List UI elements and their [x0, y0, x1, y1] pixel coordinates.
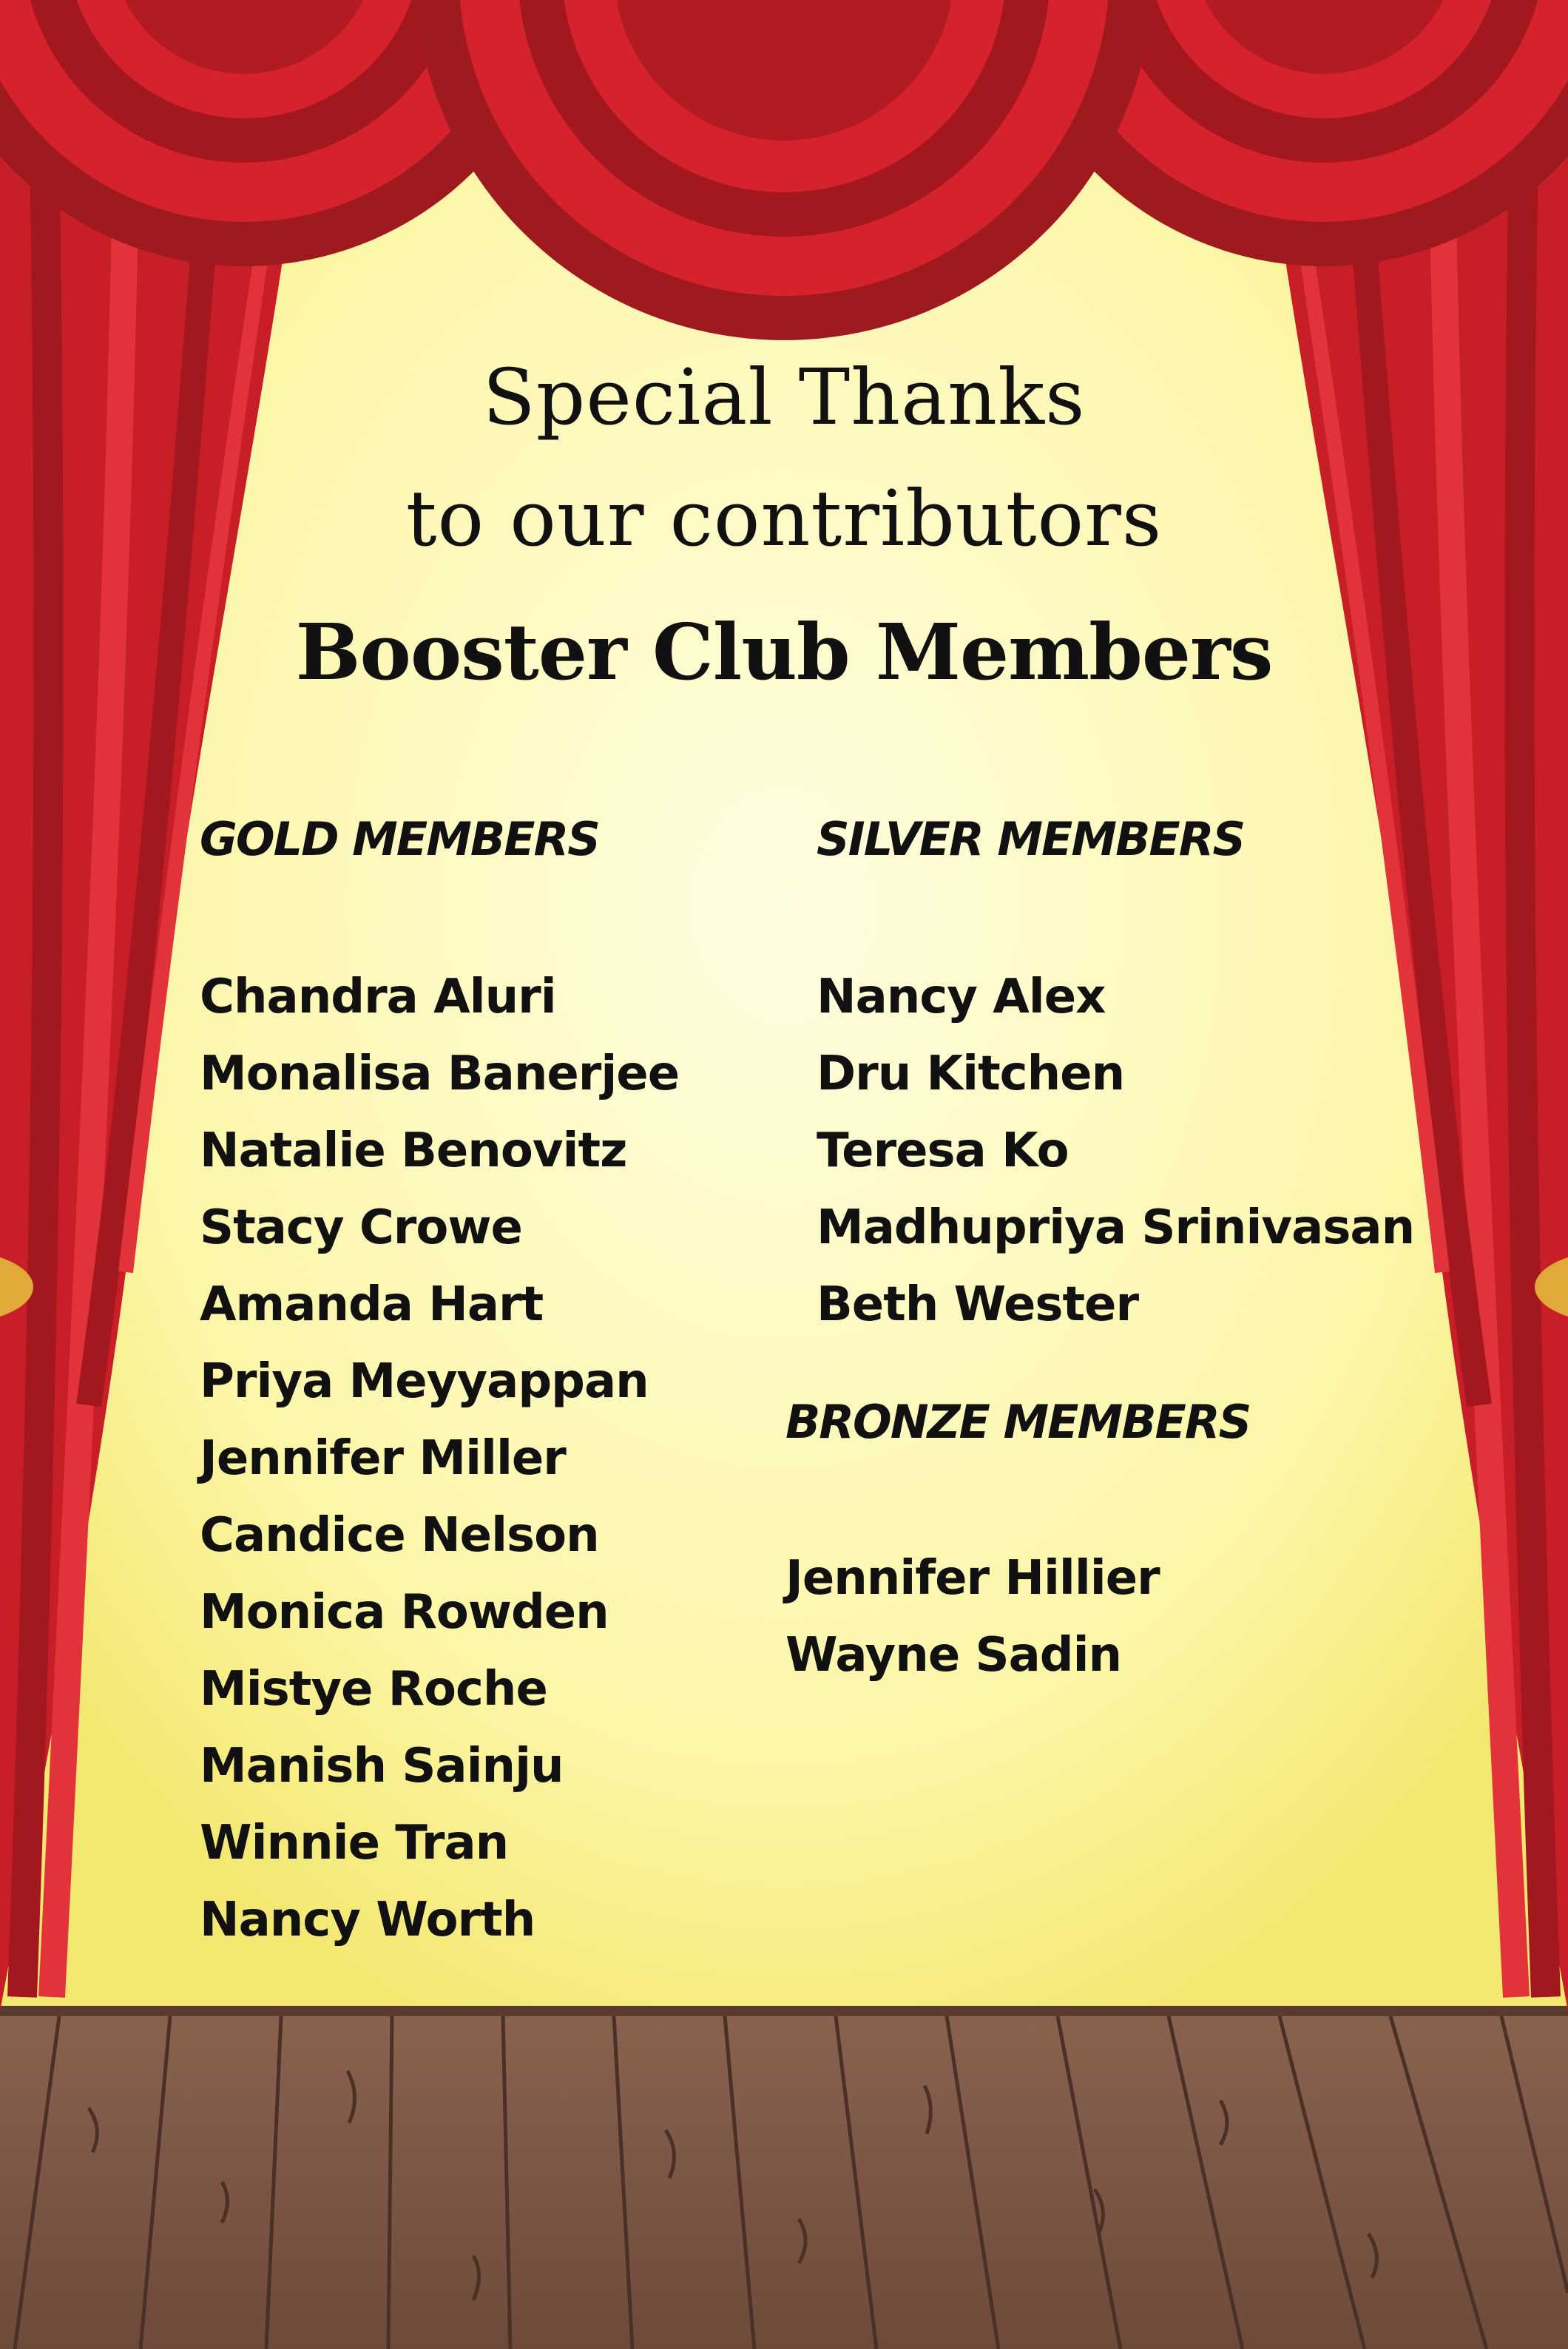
- gold-member: Natalie Benovitz: [200, 1123, 627, 1178]
- silver-member: Nancy Alex: [817, 970, 1106, 1024]
- gold-member: Monica Rowden: [200, 1585, 609, 1640]
- gold-member: Amanda Hart: [200, 1277, 544, 1332]
- gold-member: Stacy Crowe: [200, 1200, 522, 1255]
- gold-member: Jennifer Miller: [200, 1431, 566, 1486]
- wooden-floor: [0, 2006, 1568, 2349]
- gold-member: Chandra Aluri: [200, 970, 556, 1024]
- silver-member: Madhupriya Srinivasan: [817, 1200, 1415, 1255]
- gold-heading: GOLD MEMBERS: [200, 812, 599, 866]
- bronze-list: [785, 1540, 1160, 1694]
- silver-heading: SILVER MEMBERS: [817, 812, 1245, 866]
- silver-member: Teresa Ko: [817, 1123, 1069, 1178]
- gold-member: Mistye Roche: [200, 1662, 547, 1717]
- silver-member: Beth Wester: [817, 1277, 1138, 1332]
- gold-member: Monalisa Banerjee: [200, 1047, 680, 1101]
- silver-member: Dru Kitchen: [817, 1047, 1125, 1101]
- booster-club-title: Booster Club Members: [295, 606, 1273, 697]
- silver-list: [817, 959, 1414, 1343]
- bronze-member: Jennifer Hillier: [785, 1551, 1160, 1606]
- gold-member: Nancy Worth: [200, 1893, 535, 1947]
- bronze-heading: BRONZE MEMBERS: [785, 1395, 1251, 1449]
- gold-member: Winnie Tran: [200, 1816, 509, 1870]
- gold-member: Candice Nelson: [200, 1508, 599, 1563]
- gold-member: Priya Meyyappan: [200, 1354, 649, 1409]
- gold-list: [200, 959, 679, 1958]
- title-special-thanks: Special Thanks: [482, 352, 1086, 442]
- title-contributors: to our contributors: [405, 473, 1163, 564]
- gold-member: Manish Sainju: [200, 1739, 564, 1794]
- bronze-member: Wayne Sadin: [785, 1628, 1122, 1683]
